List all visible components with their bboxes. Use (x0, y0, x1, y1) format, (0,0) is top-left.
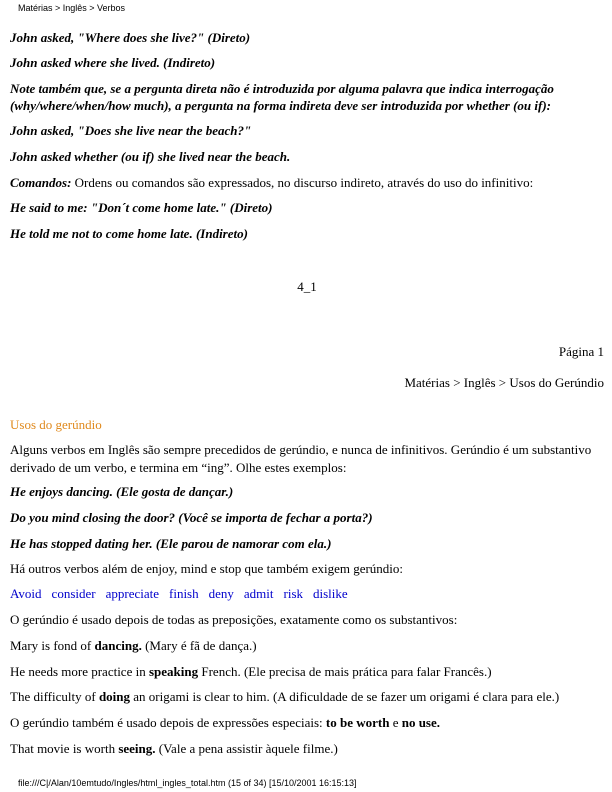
sentence-difficulty: The difficulty of doing an origami is clear to him. (A dificuldade de se fazer um origami é clara para ele.) (10, 689, 560, 704)
example-mind: Do you mind closing the door? (Você se importa de fechar a porta?) (10, 510, 373, 525)
example-enjoy: He enjoys dancing. (Ele gosta de dançar.) (10, 484, 234, 499)
verb-link[interactable]: dislike (313, 586, 348, 601)
example-indirect-question: John asked where she lived. (Indireto) (10, 55, 216, 70)
example-command-indirect: He told me not to come home late. (Indireto) (10, 226, 248, 241)
file-path-footer: file:///C|/Alan/10emtudo/Ingles/html_ingles_total.htm (15 of 34) [15/10/2001 16:15:13] (18, 778, 357, 788)
preposition-text: O gerúndio é usado depois de todas as preposições, exatamente como os substantivos: (10, 612, 458, 627)
verb-link[interactable]: finish (169, 586, 199, 601)
sentence-practice: He needs more practice in speaking French. (Ele precisa de mais prática para falar Francês.) (10, 664, 492, 679)
example-direct-question: John asked, "Where does she live?" (Direto) (10, 30, 251, 45)
note-line-1: Note também que, se a pergunta direta não é introduzida por alguma palavra que indica interrogação (10, 81, 554, 96)
example-stop: He has stopped dating her. (Ele parou de namorar com ela.) (10, 536, 332, 551)
note-line-2: (why/where/when/how much), a pergunta na forma indireta deve ser introduzida por whether (ou if): (10, 98, 552, 113)
sentence-fond-of: Mary is fond of dancing. (Mary é fã de dança.) (10, 638, 257, 653)
verb-link[interactable]: consider (51, 586, 96, 601)
section-breadcrumb: Matérias > Inglês > Usos do Gerúndio (404, 375, 604, 390)
verb-link-list (10, 585, 604, 603)
verb-link[interactable]: admit (243, 586, 274, 601)
verb-link[interactable]: risk (283, 586, 304, 601)
sentence-worth: That movie is worth seeing. (Vale a pena assistir àquele filme.) (10, 741, 338, 756)
section-title: Usos do gerúndio (10, 417, 102, 432)
example-beach-direct: John asked, "Does she live near the beach?" (10, 123, 252, 138)
intro-paragraph: Alguns verbos em Inglês são sempre precedidos de gerúndio, e nunca de infinitivos. Gerúndio é um substantivo derivado de um verbo, e termina em “ing”. Olhe estes exemplos: (10, 442, 592, 475)
other-verbs-text: Há outros verbos além de enjoy, mind e stop que também exigem gerúndio: (10, 561, 404, 576)
verb-link[interactable]: appreciate (105, 586, 159, 601)
verb-link[interactable]: deny (208, 586, 234, 601)
page-label: Página 1 (558, 344, 604, 359)
breadcrumb-header: Matérias > Inglês > Verbos (18, 3, 126, 13)
example-command-direct: He said to me: "Don´t come home late." (Direto) (10, 200, 273, 215)
sentence-special-expressions: O gerúndio também é usado depois de expressões especiais: to be worth e no use. (10, 715, 441, 730)
commands-paragraph: Comandos: Ordens ou comandos são expressados, no discurso indireto, através do uso do infinitivo: (10, 175, 534, 190)
page-number-marker: 4_1 (297, 279, 317, 294)
example-beach-indirect: John asked whether (ou if) she lived near the beach. (10, 149, 291, 164)
verb-link[interactable]: Avoid (10, 586, 42, 601)
